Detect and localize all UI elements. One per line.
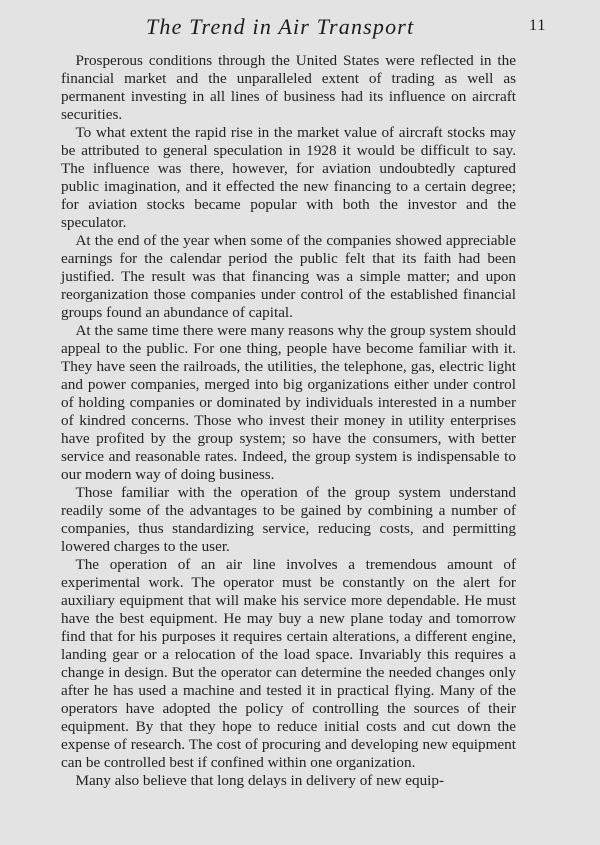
running-title: The Trend in Air Transport [146,14,415,39]
paragraph: To what extent the rapid rise in the market value of aircraft stocks may be attributed to general speculation in 1928 it would be difficult to say. The influence was there, however, for aviation undoubtedly captured public imagination, and it effected the new financing to a certain degree; for aviation stocks became popular with both the investor and the speculator. [61,124,516,231]
paragraph: At the same time there were many reasons why the group system should appeal to the public. For one thing, people have become familiar with it. They have seen the railroads, the utilities, the telephone, gas, electric light and power companies, merged into big organizations either under control of holding companies or dominated by individuals interested in a number of kindred concerns. Those who invest their money in utility enterprises have profited by the group system; so have the consumers, with better service and reasonable rates. Indeed, the group system is indispensable to our modern way of doing business. [61,322,516,483]
body-text [61,52,516,790]
page-number: 11 [529,17,547,34]
paragraph: Prosperous conditions through the United States were reflected in the financial market and the unparalleled extent of trading as well as permanent investing in all lines of business had its influence on aircraft securities. [61,52,516,123]
paragraph: Those familiar with the operation of the group system understand readily some of the advantages to be gained by combining a number of companies, thus standardizing service, reducing costs, and permitting lowered charges to the user. [61,484,516,555]
paragraph: At the end of the year when some of the companies showed appreciable earnings for the calendar period the public felt that its faith had been justified. The result was that financing was a simple matter; and upon reorganization those companies under control of the established financial groups found an abundance of capital. [61,232,516,321]
paragraph: The operation of an air line involves a tremendous amount of experimental work. The operator must be constantly on the alert for auxiliary equipment that will make his service more dependable. He must have the best equipment. He may buy a new plane today and tomorrow find that for his purposes it requires certain alterations, a different engine, landing gear or a relocation of the load space. Invariably this requires a change in design. But the operator can determine the needed changes only after he has used a machine and tested it in practical flying. Many of the operators have adopted the policy of controlling the sources of their equipment. By that they hope to reduce initial costs and cut down the expense of research. The cost of procuring and developing new equipment can be controlled best if confined within one organization. [61,556,516,771]
paragraph: Many also believe that long delays in delivery of new equip- [75,772,445,789]
